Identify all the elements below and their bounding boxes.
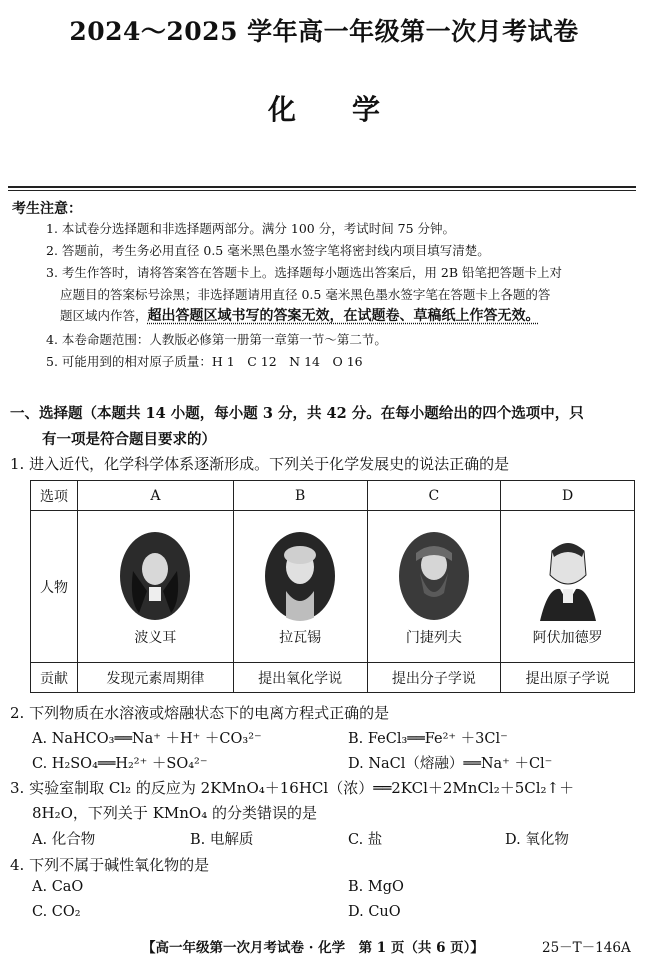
section-1-heading: 一、选择题（本题共 14 小题，每小题 3 分，共 42 分。在每小题给出的四个选项中，只	[10, 405, 584, 422]
person-name-b: 拉瓦锡	[279, 629, 322, 646]
question-1-stem: 1. 进入近代，化学科学体系逐渐形成。下列关于化学发展史的说法正确的是	[10, 455, 510, 473]
question-4-option-b: B. MgO	[348, 879, 404, 895]
question-2-option-d: D. NaCl（熔融）══Na⁺ ＋Cl⁻	[348, 756, 553, 772]
question-3-stem: 3. 实验室制取 Cl₂ 的反应为 2KMnO₄＋16HCl（浓）══2KCl＋2MnCl₂＋5Cl₂↑＋	[10, 779, 575, 797]
table-cell-person-a	[78, 511, 234, 663]
table-contribution-row	[31, 663, 635, 693]
question-3-option-b: B. 电解质	[190, 832, 254, 848]
table-header-row	[31, 481, 635, 511]
notice-item-2: 2. 答题前，考生务必用直径 0.5 毫米黑色墨水签字笔将密封线内项目填写清楚。	[46, 243, 490, 258]
question-4-option-a: A. CaO	[32, 879, 84, 895]
table-cell-person-c	[367, 511, 501, 663]
notice-strong-warning: 超出答题区域书写的答案无效，在试题卷、草稿纸上作答无效。	[147, 308, 540, 324]
contribution-c: 提出分子学说	[367, 663, 501, 693]
question-2-stem: 2. 下列物质在水溶液或熔融状态下的电离方程式正确的是	[10, 704, 390, 722]
notice-item-5: 5. 可能用到的相对原子质量：H 1 C 12 N 14 O 16	[46, 354, 363, 369]
notice-item-3: 3. 考生作答时，请将答案答在答题卡上。选择题每小题选出答案后，用 2B 铅笔把答题卡上对	[46, 265, 562, 280]
contribution-a: 发现元素周期律	[78, 663, 234, 693]
question-2-option-a: A. NaHCO₃══Na⁺ ＋H⁺ ＋CO₃²⁻	[32, 731, 262, 747]
header-rule-thin	[8, 190, 636, 191]
contribution-b: 提出氧化学说	[233, 663, 367, 693]
footer-exam-code: 25－T－146A	[542, 940, 631, 956]
question-2-option-c: C. H₂SO₄══H₂²⁺ ＋SO₄²⁻	[32, 756, 208, 772]
question-3-stem-cont: 8H₂O，下列关于 KMnO₄ 的分类错误的是	[32, 804, 318, 822]
table-option-c: C	[367, 481, 501, 511]
table-person-row	[31, 511, 635, 663]
notice-item-4: 4. 本卷命题范围：人教版必修第一册第一章第一节～第二节。	[46, 332, 387, 347]
portrait-avogadro-image	[532, 531, 604, 621]
header-rule-thick	[8, 186, 636, 188]
notice-item-1: 1. 本试卷分选择题和非选择题两部分。满分 100 分，考试时间 75 分钟。	[46, 221, 456, 236]
person-name-c: 门捷列夫	[405, 629, 462, 646]
question-4-stem: 4. 下列不属于碱性氧化物的是	[10, 856, 210, 874]
table-cell-person-d	[501, 511, 635, 663]
table-option-a: A	[78, 481, 234, 511]
question-4-option-c: C. CO₂	[32, 904, 81, 920]
notice-title: 考生注意：	[12, 201, 82, 217]
table-row-label-contribution: 贡献	[31, 663, 78, 693]
notice-item-3-cont2	[60, 305, 540, 325]
question-2-option-b: B. FeCl₃══Fe²⁺ ＋3Cl⁻	[348, 731, 508, 747]
question-3-option-a: A. 化合物	[32, 832, 96, 848]
table-col-header: 选项	[31, 481, 78, 511]
portrait-mendeleev-image	[398, 531, 470, 621]
person-name-d: 阿伏加德罗	[532, 629, 603, 646]
exam-title: 2024～2025 学年高一年级第一次月考试卷	[69, 17, 579, 46]
question-4-option-d: D. CuO	[348, 904, 401, 920]
portrait-lavoisier-image	[264, 531, 336, 621]
table-cell-person-b	[233, 511, 367, 663]
portrait-boyle-image	[119, 531, 191, 621]
table-row-label-person: 人物	[31, 511, 78, 663]
notice-item-3-tail: 题区域内作答，	[60, 308, 148, 323]
question-3-option-c: C. 盐	[348, 832, 383, 848]
question-3-option-d: D. 氧化物	[505, 832, 569, 848]
person-name-a: 波义耳	[134, 629, 177, 646]
section-1-heading-cont: 有一项是符合题目要求的）	[42, 431, 216, 448]
contribution-d: 提出原子学说	[501, 663, 635, 693]
table-option-b: B	[233, 481, 367, 511]
subject-title: 化学	[267, 93, 436, 126]
notice-item-3-cont: 应题目的答案标号涂黑；非选择题请用直径 0.5 毫米黑色墨水签字笔在答题卡上各题的答	[60, 287, 551, 302]
table-option-d: D	[501, 481, 635, 511]
footer-page-info: 【高一年级第一次月考试卷 · 化学 第 1 页（共 6 页）】	[142, 940, 484, 956]
history-table	[30, 480, 635, 693]
